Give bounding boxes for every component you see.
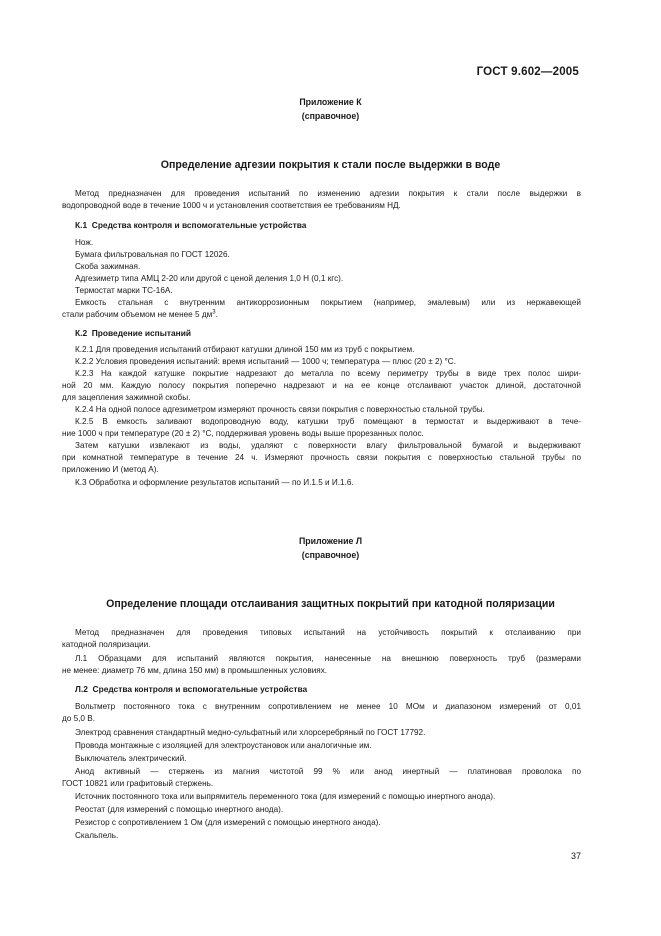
equipment-item: Бумага фильтровальная по ГОСТ 12026.	[75, 250, 230, 259]
tank-line-1: Емкость стальная с внутренним антикоррозионным покрытием (например, эмалевым) или из нержавеющей	[75, 298, 581, 307]
clause-k3: К.3 Обработка и оформление результатов испытаний — по И.1.5 и И.1.6.	[75, 478, 354, 487]
equipment-item: Выключатель электрический.	[75, 754, 187, 763]
clause-k25-line-2: ние 1000 ч при температуре (20 ± 2) °С, поддерживая уровень воды выше прорезанных полос.	[62, 429, 424, 438]
clause-k23-line-1: К.2.3 На каждой катушке покрытие надрезают до металла по всему периметру трубы в виде трех полос шири-	[75, 369, 581, 378]
voltmeter-line-2: до 5,0 В.	[62, 714, 95, 723]
annex-l-kind: (справочное)	[301, 550, 360, 560]
equipment-item: Адгезиметр типа АМЦ 2-20 или другой с ценой деления 1,0 Н (0,1 кгс).	[75, 274, 344, 283]
section-k2-heading	[75, 328, 191, 338]
annex-k-intro-line-2: водопроводной воде в течение 1000 ч и установления соответствия ее требованиям НД.	[62, 201, 401, 210]
clause-k26-line-1: Затем катушки извлекают из воды, удаляют с поверхности влагу фильтровальной бумагой и выдерживают	[75, 441, 581, 450]
equipment-item: Электрод сравнения стандартный медно-сульфатный или хлорсеребряный по ГОСТ 17792.	[75, 728, 426, 737]
section-k1-number: К.1	[75, 220, 88, 230]
section-l2-number: Л.2	[75, 684, 88, 694]
annex-l-intro-line-1: Метод предназначен для проведения типовых испытаний на устойчивость покрытий к отслаиванию при	[75, 628, 581, 637]
equipment-item: Провода монтажные с изоляцией для электроустановок или аналогичные им.	[75, 741, 372, 750]
clause-k26-line-3: приложению И (метод А).	[62, 465, 159, 474]
tank-line-2: стали рабочим объемом не менее 5 $дм^3$.	[62, 309, 218, 319]
clause-k21: К.2.1 Для проведения испытаний отбирают катушки длиной 150 мм из труб с покрытием.	[75, 345, 415, 354]
clause-k23-line-3: для зацепления зажимной скобы.	[62, 393, 191, 402]
equipment-item: Нож.	[75, 238, 94, 247]
section-k2-title: Проведение испытаний	[91, 328, 192, 338]
section-l2-heading	[75, 684, 307, 694]
annex-k-title: Определение адгезии покрытия к стали после выдержки в воде	[160, 159, 501, 171]
equipment-item: Резистор с сопротивлением 1 Ом (для измерений с помощью инертного анода).	[75, 818, 381, 827]
voltmeter-line-1: Вольтметр постоянного тока с внутренним сопротивлением не менее 10 МОм и диапазоном измерений от 0,01	[75, 702, 581, 711]
clause-k26-line-2: при комнатной температуре в течение 24 ч. Измеряют прочность связи покрытия с поверхностью стальной трубы по	[62, 453, 581, 462]
clause-k23-line-2: ной 20 мм. Каждую полосу покрытия поперечно надрезают и на ее конце отслаивают участок длиной, достаточной	[62, 381, 581, 390]
equipment-item: Скоба зажимная.	[75, 262, 141, 271]
page-number: 37	[570, 851, 581, 861]
equipment-item: Термостат марки ТС-16А.	[75, 286, 173, 295]
equipment-item: Реостат (для измерений с помощью инертного анода).	[75, 805, 284, 814]
clause-l1-line-1: Л.1 Образцами для испытаний являются покрытия, нанесенные на внешнюю поверхность труб (размерами	[75, 654, 581, 663]
annex-l-label: Приложение Л	[298, 536, 363, 546]
clause-l1-line-2: не менее: диаметр 76 мм, длина 150 мм) в промышленных условиях.	[62, 666, 328, 675]
equipment-item: Источник постоянного тока или выпрямитель переменного тока (для измерений с помощью инертного анода).	[75, 792, 496, 801]
section-l2-title: Средства контроля и вспомогательные устройства	[92, 684, 308, 694]
section-k1-heading	[75, 220, 306, 230]
anode-line-2: ГОСТ 10821 или графитовый стержень.	[62, 779, 214, 788]
standard-designation: ГОСТ 9.602—2005	[476, 66, 579, 78]
clause-k25-line-1: К.2.5 В емкость заливают водопроводную воду, катушки труб помещают в термостат и выдерживают в тече-	[75, 417, 581, 426]
annex-k-label: Приложение К	[299, 97, 362, 107]
equipment-item: Скальпель.	[75, 831, 119, 840]
section-k2-number: К.2	[75, 328, 88, 338]
annex-l-title: Определение площади отслаивания защитных покрытий при катодной поляризации	[106, 598, 555, 610]
annex-k-kind: (справочное)	[301, 111, 360, 121]
anode-line-1: Анод активный — стержень из магния чистотой 99 % или анод инертный — платиновая проволока по	[75, 767, 581, 776]
clause-k22: К.2.2 Условия проведения испытаний: время испытаний — 1000 ч; температура — плюс (20 ± 2) °С.	[75, 357, 456, 366]
section-k1-title: Средства контроля и вспомогательные устройства	[91, 220, 307, 230]
clause-k24: К.2.4 На одной полосе адгезиметром измеряют прочность связи покрытия с поверхностью стальной трубы.	[75, 405, 485, 414]
annex-l-intro-line-2: катодной поляризации.	[62, 640, 151, 649]
annex-k-intro-line-1: Метод предназначен для проведения испытаний по изменению адгезии покрытия к стали после выдержки в	[75, 189, 581, 198]
